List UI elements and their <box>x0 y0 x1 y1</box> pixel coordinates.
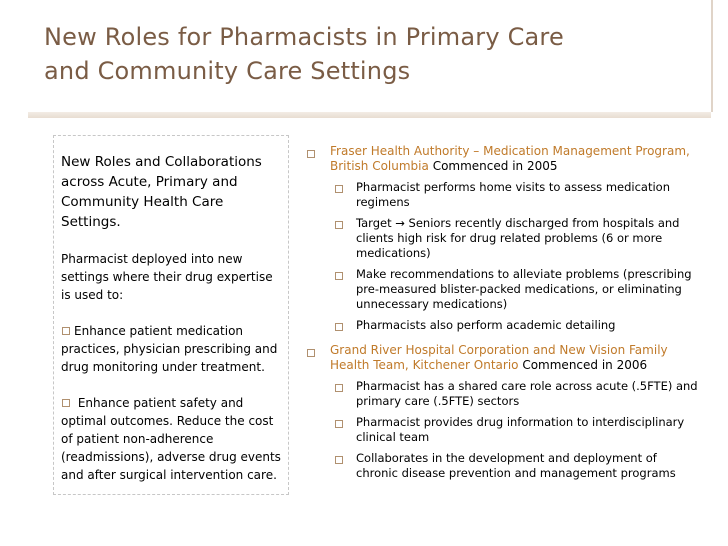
sub-bullet <box>330 318 699 333</box>
sub-bullet <box>330 216 699 261</box>
left-text-box <box>53 135 289 495</box>
square-bullet-icon <box>335 272 343 280</box>
program-commenced: Commenced in 2005 <box>428 159 558 173</box>
title-divider-vertical <box>711 0 713 112</box>
left-box-heading: New Roles and Collaborations across Acute, Primary and Community Health Care Settings. <box>61 154 262 230</box>
sub-bullet <box>330 415 699 445</box>
program-name: Fraser Health Authority – Medication Management Program, British Columbia <box>330 144 690 173</box>
program-commenced: Commenced in 2006 <box>518 358 648 372</box>
square-bullet-icon <box>62 327 70 335</box>
square-bullet-icon <box>307 150 315 158</box>
sub-bullet <box>330 379 699 409</box>
program-bullet-grand-river <box>307 343 699 481</box>
sub-bullet <box>330 180 699 210</box>
right-bullet-column <box>307 144 699 491</box>
title-divider-horizontal <box>28 112 711 118</box>
sub-bullet-text: Pharmacist has a shared care role across acute (.5FTE) and primary care (.5FTE) sectors <box>356 379 698 408</box>
square-bullet-icon <box>335 185 343 193</box>
sub-bullet-text: Pharmacists also perform academic detailing <box>356 318 616 332</box>
slide-title <box>44 20 684 88</box>
slide-title-line-2: and Community Care Settings <box>44 57 411 85</box>
slide-title-line-1: New Roles for Pharmacists in Primary Care <box>44 23 564 51</box>
left-box-bullet-text: Enhance patient medication practices, physician prescribing and drug monitoring under treatment. <box>61 324 278 374</box>
square-bullet-icon <box>335 456 343 464</box>
sub-bullet-text: Pharmacist provides drug information to interdisciplinary clinical team <box>356 415 685 444</box>
sub-bullet-text: Pharmacist performs home visits to assess medication regimens <box>356 180 670 209</box>
program-bullet-fraser <box>307 144 699 333</box>
left-box-bullet-text: Enhance patient safety and optimal outcomes. Reduce the cost of patient non-adherence (readmissions), adverse drug events and after surgical intervention care. <box>61 396 281 482</box>
sub-bullet-text: Make recommendations to alleviate problems (prescribing pre-measured blister-packed medications, or eliminating unnecessary medications) <box>356 267 692 311</box>
square-bullet-icon <box>335 384 343 392</box>
square-bullet-icon <box>335 323 343 331</box>
left-box-intro: Pharmacist deployed into new settings where their drug expertise is used to: <box>61 252 273 302</box>
sub-bullet-text: Target → Seniors recently discharged from hospitals and clients high risk for drug related problems (6 or more medications) <box>356 216 680 260</box>
square-bullet-icon <box>307 349 315 357</box>
square-bullet-icon <box>62 399 70 407</box>
sub-bullet-text: Collaborates in the development and deployment of chronic disease prevention and management programs <box>356 451 676 480</box>
left-box-bullet <box>61 322 282 376</box>
program-name: Grand River Hospital Corporation and New Vision Family Health Team, Kitchener Ontario <box>330 343 668 372</box>
sub-bullet <box>330 451 699 481</box>
square-bullet-icon <box>335 221 343 229</box>
sub-bullet <box>330 267 699 312</box>
left-box-bullet <box>61 394 282 484</box>
square-bullet-icon <box>335 420 343 428</box>
